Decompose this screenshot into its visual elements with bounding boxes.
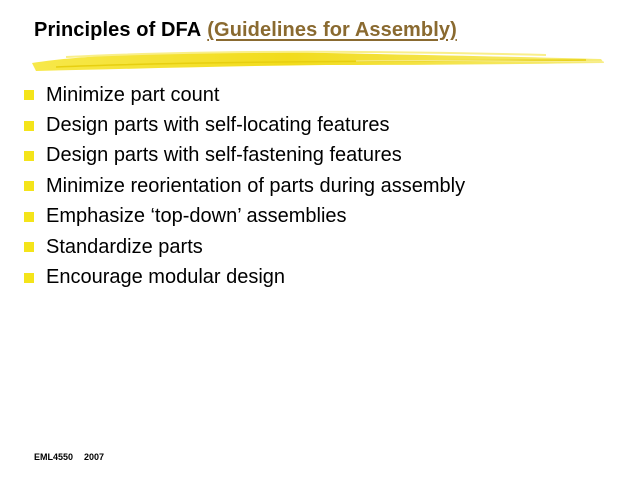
footer-course: EML4550: [34, 452, 74, 462]
slide-footer: [34, 452, 104, 462]
square-bullet-icon: [24, 181, 34, 191]
bullet-text: Design parts with self-fastening features: [46, 144, 402, 167]
bullet-text: Design parts with self-locating features: [46, 114, 390, 137]
bullet-text: Encourage modular design: [46, 266, 286, 289]
square-bullet-icon: [24, 151, 34, 161]
bullet-item: [24, 80, 465, 110]
bullet-list: [24, 80, 465, 293]
bullet-text: Minimize part count: [46, 83, 220, 106]
bullet-item: [24, 110, 465, 140]
bullet-item: [24, 171, 465, 201]
bullet-text: Emphasize ‘top-down’ assemblies: [46, 205, 347, 228]
square-bullet-icon: [24, 273, 34, 283]
slide-title: [34, 19, 457, 42]
bullet-item: [24, 262, 465, 292]
footer-year: 2007: [84, 452, 105, 462]
square-bullet-icon: [24, 212, 34, 222]
brush-underline-decoration: [26, 47, 606, 75]
bullet-item: [24, 141, 465, 171]
bullet-text: Minimize reorientation of parts during assembly: [46, 174, 466, 197]
bullet-text: Standardize parts: [46, 235, 203, 258]
square-bullet-icon: [24, 90, 34, 100]
square-bullet-icon: [24, 242, 34, 252]
title-text: Principles of DFA: [34, 19, 202, 41]
subtitle-link[interactable]: (Guidelines for Assembly): [207, 19, 457, 41]
bullet-item: [24, 202, 465, 232]
square-bullet-icon: [24, 121, 34, 131]
bullet-item: [24, 232, 465, 262]
